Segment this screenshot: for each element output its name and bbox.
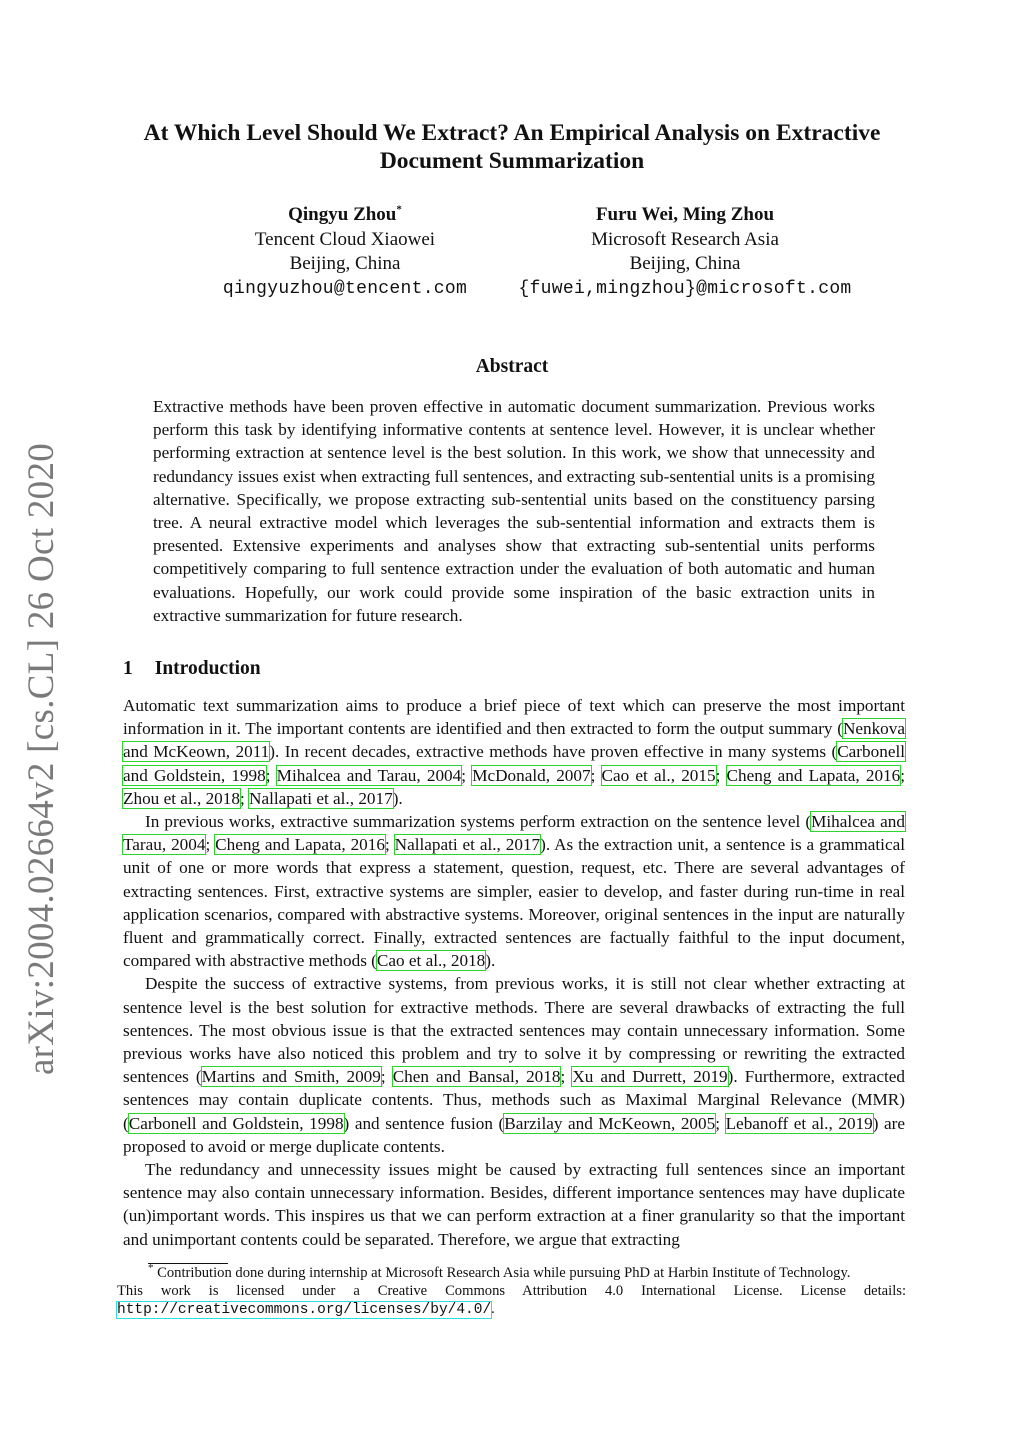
author-name: Furu Wei, Ming Zhou <box>595 204 775 225</box>
paragraph: In previous works, extractive summarization systems perform extraction on the sentence level (Mihalcea and Tarau, 2004; Cheng and Lapata, 2016; Nallapati et al., 2017). As the extraction unit, a sentence is a grammatical unit of one or more words that express a statement, question, request, etc. There are several advantages of extracting sentences. First, extractive systems are simpler, easier to develop, and faster during run-time in real application scenarios, compared with abstractive systems. Moreover, original sentences in the input are naturally fluent and grammatically correct. Finally, extracted sentences are factually faithful to the input document, compared with abstractive methods (Cao et al., 2018). <box>123 812 905 971</box>
author-name: Qingyu Zhou* <box>288 203 402 225</box>
author-affiliation: Tencent Cloud Xiaowei <box>254 228 436 250</box>
citation-link[interactable]: Mihalcea and Tarau, 2004 <box>123 812 905 855</box>
citation-link[interactable]: Cao et al., 2018 <box>376 951 486 971</box>
section-number: 1 <box>123 658 133 679</box>
paragraph: Automatic text summarization aims to produce a brief piece of text which can preserve the most important information in it. The important contents are identified and then extracted to form the output summary (Nenkova and McKeown, 2011). In recent decades, extractive methods have proven effective in many systems (Carbonell and Goldstein, 1998; Mihalcea and Tarau, 2004; McDonald, 2007; Cao et al., 2015; Cheng and Lapata, 2016; Zhou et al., 2018; Nallapati et al., 2017). <box>123 696 906 808</box>
abstract-text: Extractive methods have been proven effective in automatic document summarization. Previous works perform this task by identifying informative contents at sentence level. However, it is unclear whether performing extraction at sentence level is the best solution. In this work, we show that unnecessity and redundancy issues exist when extracting full sentences, and extracting sub-sentential units is a promising alternative. Specifically, we propose extracting sub-sentential units based on the constituency parsing tree. A neural extractive model which leverages the sub-sentential information and extracts them is presented. Extensive experiments and analyses show that extracting sub-sentential units performs competitively comparing to full sentence extraction under the evaluation of both automatic and human evaluations. Hopefully, our work could provide some inspiration of the basic extraction units in extractive summarization for future research. <box>153 397 875 625</box>
citation-link[interactable]: Cheng and Lapata, 2016 <box>726 765 901 785</box>
author-block-2 <box>505 203 865 301</box>
citation-link[interactable]: Nallapati et al., 2017 <box>249 788 393 808</box>
author-email: qingyuzhou@tencent.com <box>222 278 468 299</box>
citation-link[interactable]: Xu and Durrett, 2019 <box>572 1067 728 1087</box>
author-email: {fuwei,mingzhou}@microsoft.com <box>518 278 852 299</box>
citation-link[interactable]: Carbonell and Goldstein, 1998 <box>128 1113 344 1133</box>
license-url-link[interactable]: http://creativecommons.org/licenses/by/4.0/ <box>117 1302 492 1318</box>
citation-link[interactable]: McDonald, 2007 <box>472 765 591 785</box>
citation-link[interactable]: Nenkova and McKeown, 2011 <box>123 719 905 762</box>
section-title: Introduction <box>154 658 261 679</box>
title-line-1: At Which Level Should We Extract? An Empirical Analysis on Extractive <box>143 120 881 146</box>
author-block-1 <box>200 203 490 301</box>
citation-link[interactable]: Zhou et al., 2018 <box>123 788 240 808</box>
citation-link[interactable]: Carbonell and Goldstein, 1998 <box>123 742 905 785</box>
footnote <box>117 1264 906 1319</box>
citation-link[interactable]: Barzilay and McKeown, 2005 <box>504 1113 716 1133</box>
citation-link[interactable]: Mihalcea and Tarau, 2004 <box>276 765 462 785</box>
introduction-body <box>123 694 905 1251</box>
paragraph: Despite the success of extractive systems, from previous works, it is still not clear whether extracting at sentence level is the best solution for extractive methods. There are several drawbacks of extracting the full sentences. The most obvious issue is that the extracted sentences may contain unnecessary information. Some previous works have also noticed this problem and try to solve it by compressing or rewriting the extracted sentences (Martins and Smith, 2009; Chen and Bansal, 2018; Xu and Durrett, 2019). Furthermore, extracted sentences may contain duplicate contents. Thus, methods such as Maximal Marginal Relevance (MMR) (Carbonell and Goldstein, 1998) and sentence fusion (Barzilay and McKeown, 2005; Lebanoff et al., 2019) are proposed to avoid or merge duplicate contents. <box>123 974 906 1156</box>
citation-link[interactable]: Martins and Smith, 2009 <box>201 1067 381 1087</box>
footnote-contribution: * Contribution done during internship at Microsoft Research Asia while pursuing PhD at Harbin Institute of Technology. <box>148 1262 851 1281</box>
footnote-license: This work is licensed under a Creative Commons Attribution 4.0 International License. License details: http://creativecommons.org/licenses/by/4.0/. <box>117 1283 906 1318</box>
citation-link[interactable]: Cheng and Lapata, 2016 <box>215 835 385 855</box>
paper-title <box>110 119 914 175</box>
paragraph: The redundancy and unnecessity issues might be caused by extracting full sentences since an important sentence may also contain unnecessary information. Besides, different importance sentences may have duplicate (un)important words. This inspires us that we can perform extraction at a finer granularity so that the important and unimportant contents could be separated. Therefore, we argue that extracting <box>123 1160 905 1249</box>
section-heading-introduction <box>123 658 261 680</box>
author-location: Beijing, China <box>629 253 741 274</box>
citation-link[interactable]: Nallapati et al., 2017 <box>394 835 541 855</box>
author-affiliation: Microsoft Research Asia <box>591 228 779 250</box>
citation-link[interactable]: Lebanoff et al., 2019 <box>725 1113 873 1133</box>
author-location: Beijing, China <box>289 253 401 274</box>
title-line-2: Document Summarization <box>379 148 645 174</box>
citation-link[interactable]: Chen and Bansal, 2018 <box>392 1067 561 1087</box>
abstract-heading: Abstract <box>475 356 549 377</box>
arxiv-identifier-stamp: arXiv:2004.02664v2 [cs.CL] 26 Oct 2020 <box>21 442 62 1076</box>
citation-link[interactable]: Cao et al., 2015 <box>601 765 716 785</box>
